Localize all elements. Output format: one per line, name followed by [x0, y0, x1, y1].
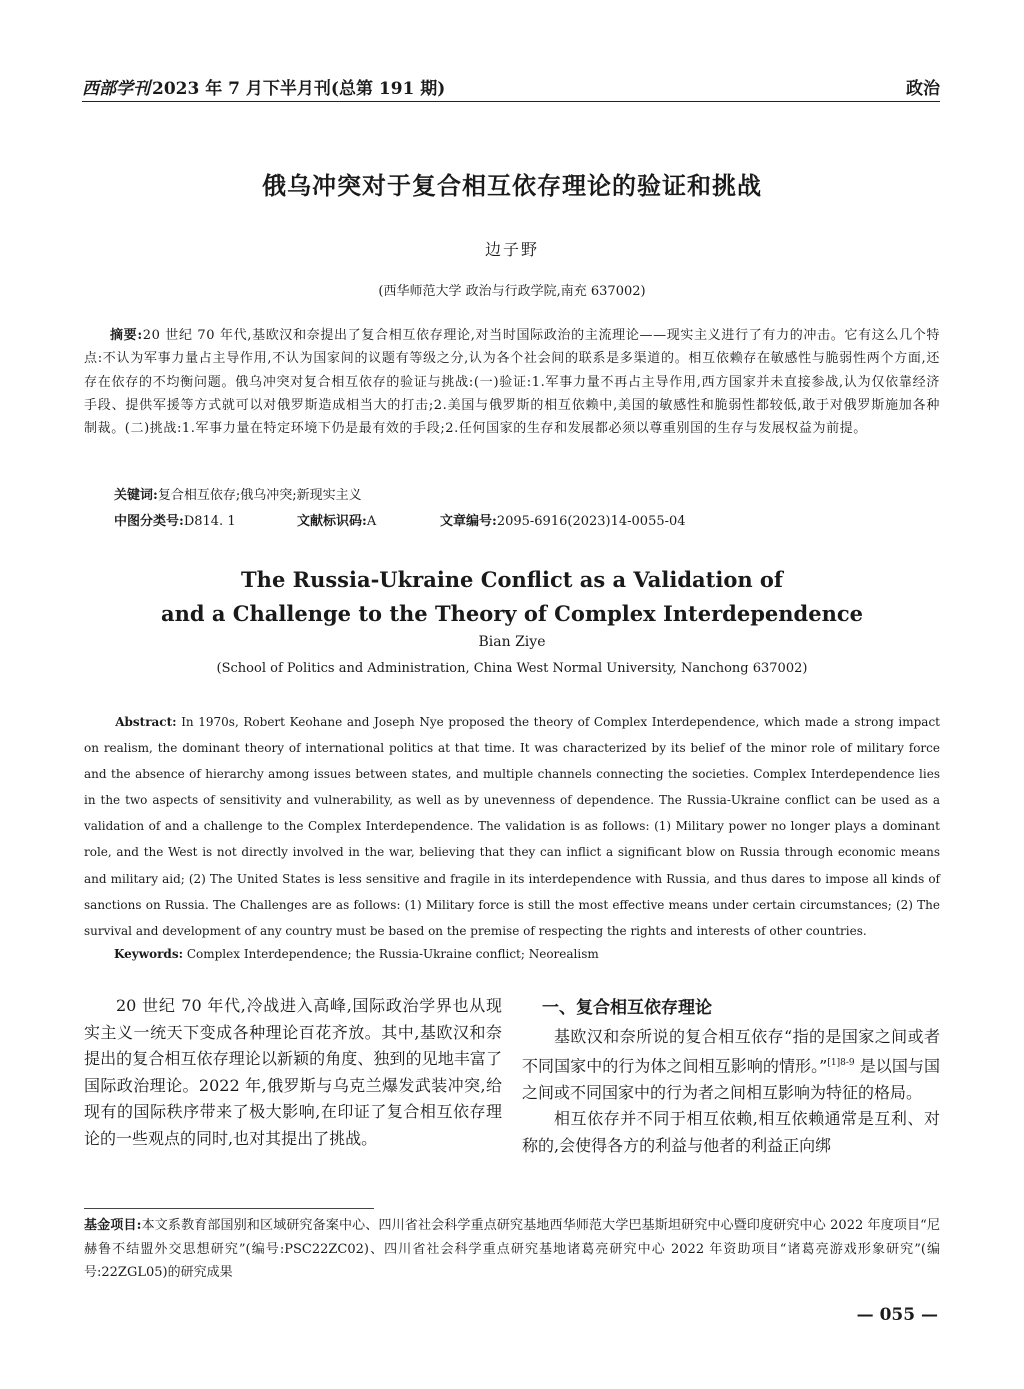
funding-label: 基金项目:: [84, 1218, 142, 1233]
intro-paragraph: 20 世纪 70 年代,冷战进入高峰,国际政治学界也从现实主义一统天下变成各种理论百花齐放。其中,基欧汉和奈提出的复合相互依存理论以新颖的角度、独到的见地丰富了国际政治理论。2022 年,俄罗斯与乌克兰爆发武装冲突,给现有的国际秩序带来了极大影响,在印证了复合相互依存理论的一些观点的同时,也对其提出了挑战。: [84, 996, 502, 1148]
keywords-zh-label: 关键词:: [114, 488, 158, 503]
body-column-left: [84, 993, 502, 1152]
footnote-rule: [84, 1208, 374, 1209]
title-en-line1: The Russia-Ukraine Conflict as a Validation of: [241, 567, 783, 592]
clc-code: [114, 512, 297, 532]
author-zh: 边子野: [484, 240, 539, 259]
journal-issue: 2023 年 7 月下半月刊(总第 191 期): [152, 79, 446, 99]
funding-text: 本文系教育部国别和区域研究备案中心、四川省社会科学重点研究基地西华师范大学巴基斯坦研究中心暨印度研究中心 2022 年度项目“尼赫鲁不结盟外交思想研究”(编号:PSC22ZC02)、四川省社会科学重点研究基地诸葛亮研究中心 2022 年资助项目“诸葛亮游戏形象研究”(编号:22ZGL05)的研究成果: [84, 1218, 940, 1280]
body-column-right: [522, 995, 940, 1159]
paragraph-distinction: 相互依存并不同于相互依赖,相互依赖通常是互利、对称的,会使得各方的利益与他者的利益正向绑: [522, 1109, 940, 1155]
running-header: [82, 70, 940, 104]
article-no-value: 2095-6916(2023)14-0055-04: [496, 514, 686, 529]
clc-value: D814. 1: [183, 514, 236, 529]
abstract-en-label: Abstract:: [115, 715, 177, 729]
doc-code-value: A: [366, 514, 377, 529]
title-zh: 俄乌冲突对于复合相互依存理论的验证和挑战: [262, 172, 762, 200]
journal-logo: 西部学刊: [82, 79, 150, 99]
header-rule: [82, 101, 940, 102]
article-number: [440, 512, 686, 532]
abstract-zh-text: 20 世纪 70 年代,基欧汉和奈提出了复合相互依存理论,对当时国际政治的主流理论——现实主义进行了有力的冲击。它有这么几个特点:不认为军事力量占主导作用,不认为国家间的议题有等级之分,认为各个社会间的联系是多渠道的。相互依赖存在敏感性与脆弱性两个方面,还存在依存的不均衡问题。俄乌冲突对复合相互依存的验证与挑战:(一)验证:1.军事力量不再占主导作用,西方国家并未直接参战,认为仅依靠经济手段、提供军援等方式就可以对俄罗斯造成相当大的打击;2.美国与俄罗斯的相互依赖中,美国的敏感性和脆弱性都较低,敢于对俄罗斯施加各种制裁。(二)挑战:1.军事力量在特定环境下仍是最有效的手段;2.任何国家的生存和发展都必须以尊重别国的生存与发展权益为前提。: [84, 328, 940, 437]
abstract-zh: [84, 324, 940, 440]
affiliation-zh: (西华师范大学 政治与行政学院,南充 637002): [378, 284, 646, 299]
paragraph-text: 基欧汉和奈所说的复合相互依存“指的是国家之间或者不同国家中的行为体之间相互影响的情形。”: [522, 1026, 940, 1076]
journal-name: [82, 74, 445, 99]
keywords-en: [114, 944, 940, 964]
keywords-en-text: Complex Interdependence; the Russia-Ukraine conflict; Neorealism: [186, 947, 599, 961]
article-no-label: 文章编号:: [440, 514, 497, 529]
page-number: — 055 —: [856, 1305, 938, 1325]
keywords-zh-text: 复合相互依存;俄乌冲突;新现实主义: [157, 488, 362, 503]
abstract-en-text: In 1970s, Robert Keohane and Joseph Nye proposed the theory of Complex Interdependence, which made a strong impact on realism, the dominant theory of international politics at that time. It was characterized by its belief of the minor role of military force and the absence of hierarchy among issues between states, and multiple channels connecting the societies. Complex Interdependence lies in the two aspects of sensitivity and vulnerability, as well as by unevenness of dependence. The Russia-Ukraine conflict can be used as a validation of and a challenge to the Complex Interdependence. The validation is as follows: (1) Military power no longer plays a dominant role, and the West is not directly involved in the war, believing that they can inflict a significant blow on Russia through economic means and military aid; (2) The United States is less sensitive and fragile in its interdependence with Russia, and thus dares to impose all kinds of sanctions on Russia. The Challenges are as follows: (1) Military force is still the most effective means under certain circumstances; (2) The survival and development of any country must be based on the premise of respecting the rights and interests of other countries.: [84, 715, 940, 938]
keywords-zh: [114, 486, 940, 506]
clc-label: 中图分类号:: [114, 514, 184, 529]
title-en: [0, 563, 1024, 631]
section-heading: 一、复合相互依存理论: [542, 998, 712, 1018]
abstract-zh-label: 摘要:: [110, 328, 143, 343]
citation: [1]8-9: [827, 1058, 855, 1068]
classification-line: [114, 512, 940, 532]
author-en: Bian Ziye: [478, 634, 546, 650]
abstract-en: [84, 709, 940, 944]
paragraph-text: 是以国与国之间或不同国家中的行为者之间相互影响为特征的格局。: [522, 1056, 940, 1102]
paragraph-definition: [522, 1024, 940, 1107]
keywords-en-label: Keywords:: [114, 947, 184, 961]
doc-code-label: 文献标识码:: [297, 514, 367, 529]
funding-note: [84, 1214, 940, 1285]
title-en-line2: and a Challenge to the Theory of Complex Interdependence: [161, 601, 863, 626]
document-code: [297, 512, 440, 532]
section-label: 政治: [906, 79, 940, 99]
affiliation-en: (School of Politics and Administration, China West Normal University, Nanchong 637002): [216, 661, 808, 676]
